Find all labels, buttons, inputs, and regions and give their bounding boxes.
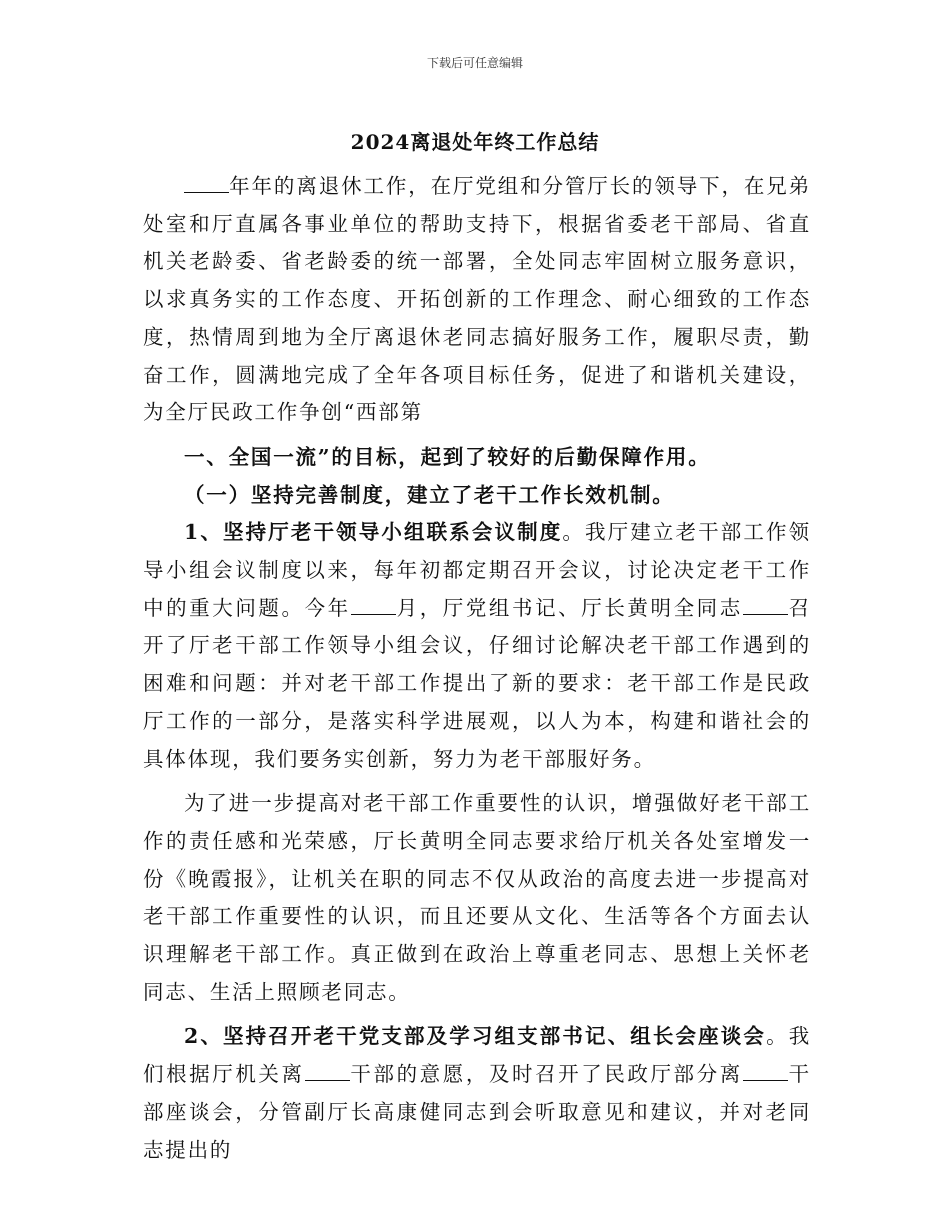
- item-1-text-b: 月，厅党组书记、厅长黄明全同志: [395, 595, 743, 620]
- blank-underline: [351, 594, 396, 614]
- blank-underline: [184, 173, 229, 193]
- document-title: 2024离退处年终工作总结: [350, 130, 600, 154]
- section-heading-1: 一、全国一流”的目标，起到了较好的后勤保障作用。: [184, 444, 711, 469]
- header-note: 下载后可任意编辑: [426, 56, 523, 70]
- item-2-text-c: 干部座谈会，分管副厅长高康健同志到会听取意见和建议，并对老同志提出的: [143, 1062, 811, 1162]
- item-1-text-c: 召开了厅老干部工作领导小组会议，仔细讨论解决老干部工作遇到的困难和问题：并对老干部工作提出了新的要求：老干部工作是民政厅工作的一部分，是落实科学进展观，以人为本，构建和谐社会的具体体现，我们要务实创新，努力为老干部服好务。: [143, 595, 812, 771]
- paragraph-item-1: [143, 514, 811, 778]
- blank-underline: [743, 1061, 788, 1081]
- paragraph-intro: [143, 168, 811, 432]
- item-2-text-b: 干部的意愿，及时召开了民政厅部分离: [349, 1062, 743, 1087]
- paragraph-intro-text: 年年的离退休工作，在厅党组和分管厅长的领导下，在兄弟处室和厅直属各事业单位的帮助支持下，根据省委老干部局、省直机关老龄委、省老龄委的统一部署，全处同志牢固树立服务意识，以求真务实的工作态度、开拓创新的工作理念、耐心细致的工作态度，热情周到地为全厅离退休老同志搞好服务工作，履职尽责，勤奋工作，圆满地完成了全年各项目标任务，促进了和谐机关建设，为全厅民政工作争创“西部第: [143, 174, 811, 425]
- item-1-text-a: 。我厅建立老干部工作领导小组会议制度以来，每年初都定期召开会议，讨论决定老干工作中的重大问题。今年: [143, 520, 811, 620]
- item-2-heading: 2、坚持召开老干党支部及学习组支部书记、组长会座谈会: [184, 1024, 767, 1049]
- paragraph-evening-news: 为了进一步提高对老干部工作重要性的认识，增强做好老干部工作的责任感和光荣感，厅长黄明全同志要求给厅机关各处室增发一份《晚霞报》，让机关在职的同志不仅从政治的高度去进一步提高对老干部工作重要性的认识，而且还要从文化、生活等各个方面去认识理解老干部工作。真正做到在政治上尊重老同志、思想上关怀老同志、生活上照顾老同志。: [143, 791, 811, 1004]
- blank-underline: [743, 594, 788, 614]
- document-body: [143, 168, 811, 1169]
- section-heading-1-1: （一）坚持完善制度，建立了老干工作长效机制。: [184, 482, 675, 507]
- item-2-text-a: 。我们根据厅机关离: [143, 1024, 812, 1087]
- blank-underline: [305, 1061, 350, 1081]
- item-1-heading: 1、坚持厅老干领导小组联系会议制度: [184, 520, 563, 545]
- paragraph-item-2: [143, 1018, 811, 1169]
